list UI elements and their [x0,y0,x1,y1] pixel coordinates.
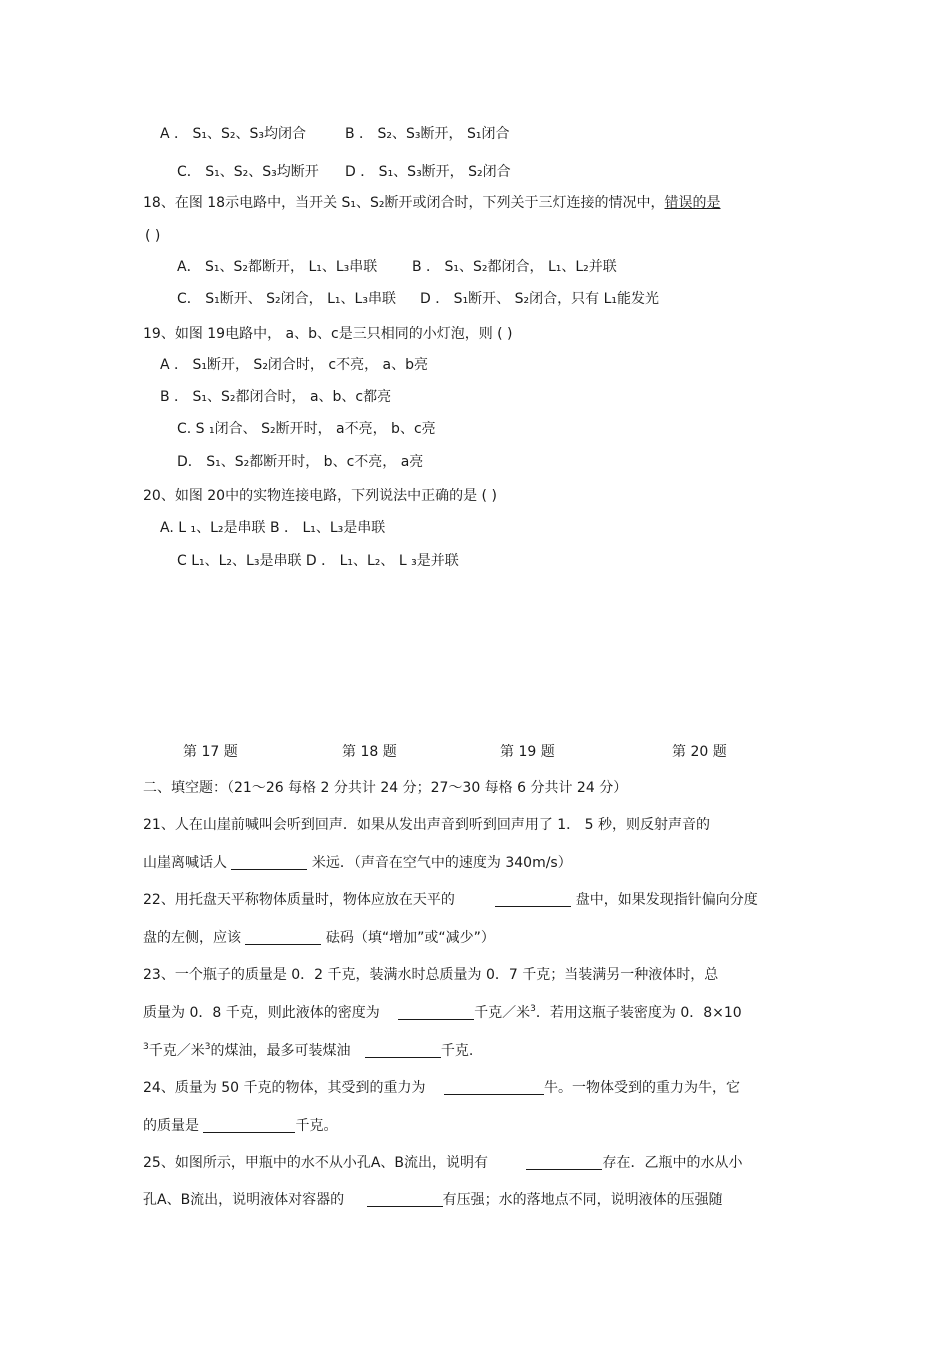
q23-line-3 [143,1041,473,1061]
q24-blank-2[interactable] [203,1118,295,1133]
q24-line-2 [143,1116,337,1136]
q19-option-d: D． S₁、S₂都断开时， b、c不亮， a亮 [177,454,424,470]
q24-text-d: 千克。 [295,1118,338,1134]
figure-label-20: 第 20 题 [672,744,727,760]
q22-blank-1[interactable] [495,892,571,907]
q24-line-1 [143,1078,740,1098]
q23-line-1: 23、一个瓶子的质量是 0．2 千克，装满水时总质量为 0．7 千克；当装满另一种液体时，总 [143,967,719,983]
q18-answer-paren: ( ) [145,228,161,244]
q22-text-d: 砝码（填“增加”或“减少”） [325,930,495,946]
q24-text-c: 的质量是 [143,1118,199,1134]
figure-label-17: 第 17 题 [183,744,238,760]
q19-option-c: C. S ₁闭合、 S₂断开时， a不亮， b、c亮 [177,421,436,437]
q17-option-c: C． S₁、S₂、S₃均断开 [177,164,319,180]
q23-sup-2: 3 [143,1042,149,1052]
q20-stem: 20、如图 20中的实物连接电路，下列说法中正确的是 ( ) [143,488,497,504]
q18-stem-text: 18、在图 18示电路中，当开关 S₁、S₂断开或闭合时，下列关于三灯连接的情况中， [143,195,665,211]
q23-blank-2[interactable] [365,1043,441,1058]
q22-text-a: 22、用托盘天平称物体质量时，物体应放在天平的 [143,892,455,908]
q25-text-b: 存在．乙瓶中的水从小 [602,1155,743,1171]
q17-option-d: D ． S₁、S₃断开， S₂闭合 [345,164,511,180]
q21-text-b: 米远．（声音在空气中的速度为 340m/s） [311,855,572,871]
q23-line-2 [143,1003,742,1023]
q22-line-1 [143,890,758,910]
q18-option-c: C． S₁断开、 S₂闭合， L₁、L₃串联 [177,291,396,307]
q18-option-b: B ． S₁、S₂都闭合， L₁、L₂并联 [412,259,617,275]
q25-text-a: 25、如图所示，甲瓶中的水不从小孔A、B流出，说明有 [143,1155,488,1171]
q18-option-d: D ． S₁断开、 S₂闭合，只有 L₁能发光 [420,291,659,307]
q23-text-b: 千克／米 [474,1005,531,1021]
q19-stem: 19、如图 19电路中， a、b、c是三只相同的小灯泡，则 ( ) [143,326,513,342]
q24-text-b: 牛。一物体受到的重力为牛，它 [543,1080,740,1096]
q19-option-a: A ． S₁断开， S₂闭合时， c不亮， a、b亮 [160,357,428,373]
q25-text-c: 孔A、B流出，说明液体对容器的 [143,1192,345,1208]
q18-option-a: A． S₁、S₂都断开， L₁、L₃串联 [177,259,378,275]
q23-text-e: 的煤油，最多可装煤油 [210,1043,351,1059]
q22-text-b: 盘中，如果发现指针偏向分度 [575,892,758,908]
q23-text-f: 千克. [440,1043,474,1059]
q21-text-a: 山崖离喊话人 [143,855,227,871]
q23-text-a: 质量为 0．8 千克，则此液体的密度为 [143,1005,380,1021]
q22-text-c: 盘的左侧，应该 [143,930,241,946]
figure-label-18: 第 18 题 [342,744,397,760]
figure-label-19: 第 19 题 [500,744,555,760]
q20-options-ab: A. L ₁、L₂是串联 B ． L₁、L₃是串联 [160,520,386,536]
q23-blank-1[interactable] [398,1005,474,1020]
q23-sup-3: 3 [204,1042,211,1052]
q22-line-2 [143,928,495,948]
q25-line-1 [143,1153,742,1173]
q25-line-2 [143,1190,723,1210]
q21-blank[interactable] [231,855,307,870]
q25-text-d: 有压强；水的落地点不同，说明液体的压强随 [442,1192,723,1208]
q18-stem-underlined: 错误的是 [664,195,721,211]
q19-option-b: B ． S₁、S₂都闭合时， a、b、c都亮 [160,389,392,405]
q17-option-a: A ． S₁、S₂、S₃均闭合 [160,126,306,142]
q23-text-d: 千克／米 [148,1043,205,1059]
q20-options-cd: C L₁、L₂、L₃是串联 D ． L₁、L₂、 L ₃是并联 [177,553,459,569]
q21-line-1: 21、人在山崖前喊叫会听到回声．如果从发出声音到听到回声用了 1． 5 秒，则反射声音的 [143,817,710,833]
q21-line-2 [143,853,572,873]
q24-text-a: 24、质量为 50 千克的物体，其受到的重力为 [143,1080,426,1096]
section-2-title: 二、填空题：（21～26 每格 2 分共计 24 分；27～30 每格 6 分共计 24 分） [143,780,628,796]
q18-stem [143,193,721,213]
q23-sup-1: 3 [530,1004,536,1014]
q24-blank-1[interactable] [444,1080,544,1095]
q25-blank-1[interactable] [526,1155,602,1170]
q22-blank-2[interactable] [245,930,321,945]
q25-blank-2[interactable] [367,1192,443,1207]
q23-text-c: ．若用这瓶子装密度为 0．8×10 [535,1005,742,1021]
q17-option-b: B ． S₂、S₃断开， S₁闭合 [345,126,510,142]
